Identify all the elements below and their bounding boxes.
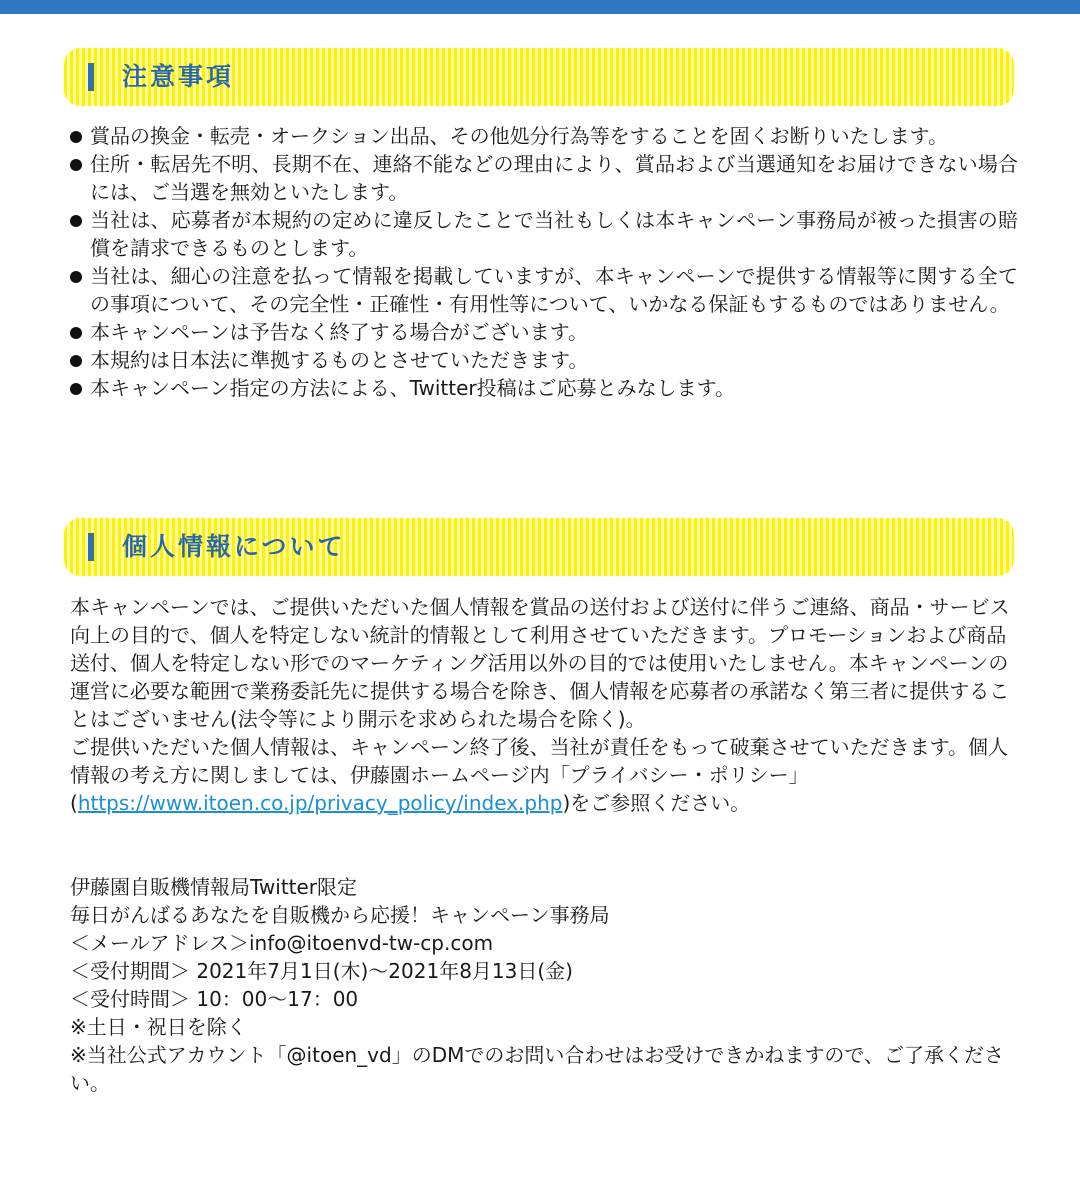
notice-item: 本規約は日本法に準拠するものとさせていただきます。 <box>68 346 1018 374</box>
notice-item: 本キャンペーンは予告なく終了する場合がございます。 <box>68 318 1018 346</box>
contact-email: ＜メールアドレス＞info@itoenvd-tw-cp.com <box>70 931 494 955</box>
privacy-paragraph: 本キャンペーンでは、ご提供いただいた個人情報を賞品の送付および送付に伴うご連絡、商品・サービス向上の目的で、個人を特定しない統計的情報として利用させていただきます。プロモーションおよび商品送付、個人を特定しない形でのマーケティング活用以外の目的では使用いたしません。本キャンペーンの運営に必要な範囲で業務委託先に提供する場合を除き、個人情報を応募者の承諾なく第三者に提供することはございません(法令等により開示を求められた場合を除く)。 <box>70 595 1010 731</box>
notice-title: 注意事項 <box>122 62 235 91</box>
notice-item: 住所・転居先不明、長期不在、連絡不能などの理由により、賞品および当選通知をお届けできない場合には、ご当選を無効といたします。 <box>68 150 1018 206</box>
contact-note: ※当社公式アカウント「@itoen_vd」のDMでのお問い合わせはお受けできかねますので、ご了承ください。 <box>70 1043 1004 1095</box>
notice-item: 賞品の換金・転売・オークション出品、その他処分行為等をすることを固くお断りいたします。 <box>68 122 1018 150</box>
bullet-icon <box>70 383 82 395</box>
bullet-icon <box>70 327 82 339</box>
privacy-section-header <box>64 518 1014 576</box>
top-accent-bar <box>0 0 1080 14</box>
contact-hours: ＜受付時間＞ 10：00〜17：00 <box>70 987 359 1011</box>
contact-info <box>70 873 1018 1097</box>
privacy-paragraph: ご提供いただいた個人情報は、キャンペーン終了後、当社が責任をもって破棄させていただきます。個人情報の考え方に関しましては、伊藤園ホームページ内「プライバシー・ポリシー」(https://www.itoen.co.jp/privacy_policy/index.php)をご参照ください。 <box>70 735 1008 815</box>
header-marker <box>88 63 94 91</box>
contact-line: 毎日がんばるあなたを自販機から応援！キャンペーン事務局 <box>70 903 610 927</box>
contact-note: ※土日・祝日を除く <box>70 1015 247 1039</box>
notice-item: 当社は、応募者が本規約の定めに違反したことで当社もしくは本キャンペーン事務局が被った損害の賠償を請求できるものとします。 <box>68 206 1018 262</box>
contact-line: 伊藤園自販機情報局Twitter限定 <box>70 875 358 899</box>
privacy-body <box>70 593 1018 817</box>
bullet-icon <box>70 215 82 227</box>
notice-item: 当社は、細心の注意を払って情報を掲載していますが、本キャンペーンで提供する情報等に関する全ての事項について、その完全性・正確性・有用性等について、いかなる保証もするものではありません。 <box>68 262 1018 318</box>
bullet-icon <box>70 159 82 171</box>
bullet-icon <box>70 355 82 367</box>
contact-period: ＜受付期間＞ 2021年7月1日(木)〜2021年8月13日(金) <box>70 959 573 983</box>
privacy-title: 個人情報について <box>122 532 346 561</box>
notice-list <box>68 122 1018 402</box>
notice-section-header <box>64 48 1014 106</box>
header-marker <box>88 533 94 561</box>
privacy-policy-link[interactable]: https://www.itoen.co.jp/privacy_policy/index.php <box>77 791 563 815</box>
bullet-icon <box>70 271 82 283</box>
notice-item: 本キャンペーン指定の方法による、Twitter投稿はご応募とみなします。 <box>68 374 1018 402</box>
bullet-icon <box>70 131 82 143</box>
